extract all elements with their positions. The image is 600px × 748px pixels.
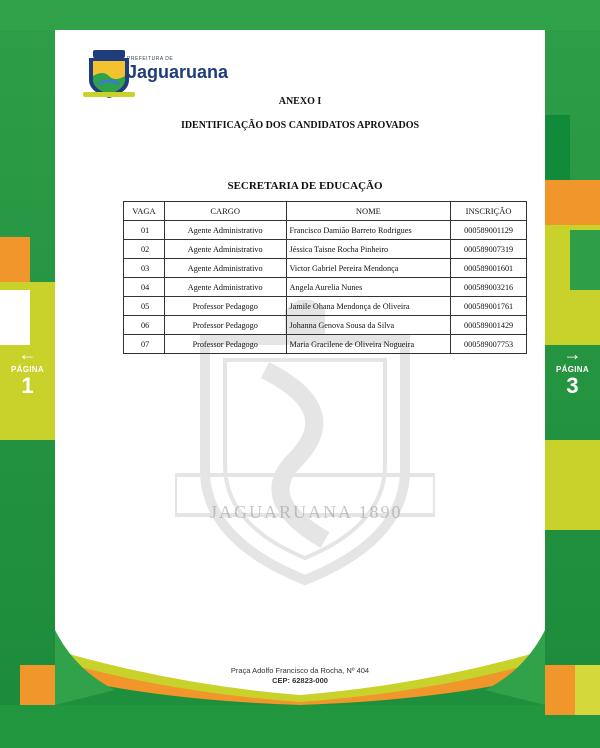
decor-block xyxy=(570,230,600,290)
prev-page-button[interactable] xyxy=(0,345,55,398)
cell-vaga: 03 xyxy=(124,259,165,278)
cell-cargo: Professor Pedagogo xyxy=(164,316,286,335)
cell-inscricao: 000589003216 xyxy=(451,278,527,297)
decor-block xyxy=(545,180,600,225)
background-bottom-band xyxy=(0,705,600,748)
logo-small-text: PREFEITURA DE xyxy=(127,56,174,62)
table-row xyxy=(124,335,527,354)
cell-nome: Francisco Damião Barreto Rodrigues xyxy=(286,221,451,240)
cell-nome: Maria Gracilene de Oliveira Nogueira xyxy=(286,335,451,354)
cell-vaga: 04 xyxy=(124,278,165,297)
column-header-nome: NOME xyxy=(286,202,451,221)
cell-nome: Jéssica Taisne Rocha Pinheiro xyxy=(286,240,451,259)
table-row xyxy=(124,316,527,335)
table-row xyxy=(124,221,527,240)
decor-block xyxy=(545,115,570,180)
cell-vaga: 01 xyxy=(124,221,165,240)
cell-inscricao: 000589007319 xyxy=(451,240,527,259)
annex-heading: ANEXO I xyxy=(278,96,322,107)
document-title: IDENTIFICAÇÃO DOS CANDIDATOS APROVADOS xyxy=(180,120,420,131)
cell-inscricao: 000589001601 xyxy=(451,259,527,278)
footer-address: Praça Adolfo Francisco da Rocha, Nº 404 xyxy=(230,666,370,675)
cell-inscricao: 000589007753 xyxy=(451,335,527,354)
decor-block xyxy=(20,665,55,705)
decor-block xyxy=(545,665,575,715)
cell-inscricao: 000589001761 xyxy=(451,297,527,316)
section-heading: SECRETARIA DE EDUCAÇÃO xyxy=(227,180,383,192)
prev-page-number: 1 xyxy=(21,373,34,398)
arrow-right-icon: → xyxy=(563,344,582,364)
column-header-cargo: CARGO xyxy=(164,202,286,221)
decor-block xyxy=(0,290,30,345)
cell-cargo: Agente Administrativo xyxy=(164,240,286,259)
table-header-row xyxy=(124,202,527,221)
cell-vaga: 02 xyxy=(124,240,165,259)
cell-cargo: Professor Pedagogo xyxy=(164,335,286,354)
cell-cargo: Professor Pedagogo xyxy=(164,297,286,316)
column-header-vaga: VAGA xyxy=(124,202,165,221)
decor-block xyxy=(0,237,30,282)
cell-nome: Victor Gabriel Pereira Mendonça xyxy=(286,259,451,278)
decor-block xyxy=(545,440,600,530)
cell-cargo: Agente Administrativo xyxy=(164,259,286,278)
cell-nome: Jamile Ohana Mendonça de Oliveira xyxy=(286,297,451,316)
footer-cep: CEP: 62823-000 xyxy=(272,676,328,685)
cell-vaga: 05 xyxy=(124,297,165,316)
prev-page-label: PÁGINA xyxy=(11,365,44,374)
arrow-left-icon: ← xyxy=(18,344,37,364)
document-page xyxy=(55,30,545,705)
logo-title: Jaguaruana xyxy=(127,62,229,82)
watermark-text: JAGUARUANA 1890 xyxy=(210,502,403,522)
cell-vaga: 07 xyxy=(124,335,165,354)
cell-nome: Johanna Genova Sousa da Silva xyxy=(286,316,451,335)
next-page-label: PÁGINA xyxy=(556,365,589,374)
cell-cargo: Agente Administrativo xyxy=(164,278,286,297)
table-row xyxy=(124,259,527,278)
background-top-band xyxy=(0,0,600,30)
candidates-table xyxy=(123,201,527,354)
next-page-button[interactable] xyxy=(545,345,600,398)
cell-nome: Angela Aurelia Nunes xyxy=(286,278,451,297)
table-row xyxy=(124,297,527,316)
column-header-inscricao: INSCRIÇÃO xyxy=(451,202,527,221)
table-row xyxy=(124,240,527,259)
next-page-number: 3 xyxy=(566,373,579,398)
cell-cargo: Agente Administrativo xyxy=(164,221,286,240)
cell-inscricao: 000589001429 xyxy=(451,316,527,335)
table-row xyxy=(124,278,527,297)
cell-vaga: 06 xyxy=(124,316,165,335)
cell-inscricao: 000589001129 xyxy=(451,221,527,240)
decor-block xyxy=(575,665,600,715)
